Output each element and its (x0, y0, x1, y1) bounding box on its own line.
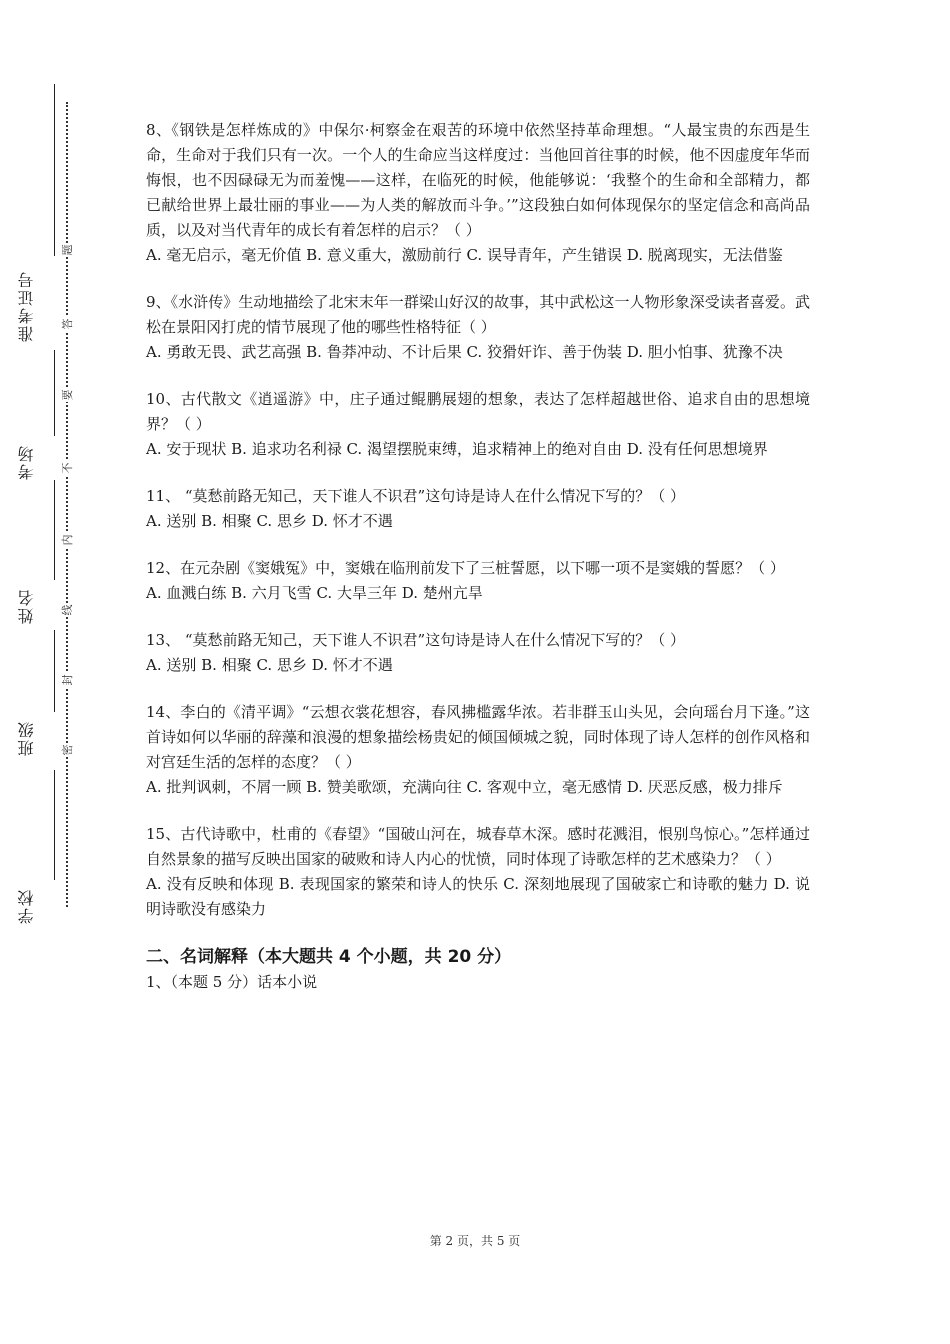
exam-room-label: 考场 (17, 444, 36, 480)
exam-room-line (54, 350, 55, 436)
question-15 (146, 822, 810, 922)
section-2-item-1: 1、（本题 5 分）话本小说 (146, 973, 318, 991)
section-2-title: 二、名词解释（本大题共 4 个小题，共 20 分） (146, 947, 512, 967)
school-line (54, 770, 55, 880)
class-label: 班级 (17, 720, 36, 756)
seal-char: 要 (61, 389, 74, 401)
seal-char: 封 (61, 674, 74, 686)
class-field (18, 630, 48, 770)
question-options: A. 没有反映和体现 B. 表现国家的繁荣和诗人的快乐 C. 深刻地展现了国破家亡和诗歌的魅力 D. 说明诗歌没有感染力 (146, 875, 810, 918)
question-12 (146, 556, 810, 606)
question-options: A. 血溅白练 B. 六月飞雪 C. 大旱三年 D. 楚州亢旱 (146, 584, 483, 602)
seal-char: 线 (61, 604, 74, 616)
school-label: 学校 (17, 888, 36, 924)
question-options: A. 毫无启示，毫无价值 B. 意义重大，激励前行 C. 误导青年，产生错误 D. 脱离现实，无法借鉴 (146, 246, 783, 264)
page-footer: 第 2 页，共 5 页 (429, 1234, 521, 1248)
question-text: 14、李白的《清平调》“云想衣裳花想容，春风拂槛露华浓。若非群玉山头见，会向瑶台月下逢。”这首诗如何以华丽的辞藻和浪漫的想象描绘杨贵妃的倾国倾城之貌，同时体现了诗人怎样的创作风格和对宫廷生活的怎样的态度？（ ） (146, 703, 810, 771)
question-9 (146, 290, 810, 365)
question-text: 13、 “莫愁前路无知己，天下谁人不识君”这句诗是诗人在什么情况下写的？（ ） (146, 631, 685, 649)
question-text: 9、《水浒传》生动地描绘了北宋末年一群梁山好汉的故事，其中武松这一人物形象深受读者喜爱。武松在景阳冈打虎的情节展现了他的哪些性格特征（ ） (146, 293, 810, 336)
question-options: A. 安于现状 B. 追求功名利禄 C. 渴望摆脱束缚，追求精神上的绝对自由 D. 没有任何思想境界 (146, 440, 768, 458)
name-label: 姓名 (17, 588, 36, 624)
seal-char: 题 (61, 244, 74, 256)
question-text: 8、《钢铁是怎样炼成的》中保尔·柯察金在艰苦的环境中依然坚持革命理想。“人最宝贵的东西是生命，生命对于我们只有一次。一个人的生命应当这样度过：当他回首往事的时候，他不因虚度年华而悔恨，也不因碌碌无为而羞愧——这样，在临死的时候，他能够说：‘我整个的生命和全部精力，都已献给世界上最壮丽的事业——为人类的解放而斗争。’”这段独白如何体现保尔的坚定信念和高尚品质，以及对当代青年的成长有着怎样的启示？（ ） (146, 121, 810, 239)
question-options: A. 送别 B. 相聚 C. 思乡 D. 怀才不遇 (146, 656, 393, 674)
question-10 (146, 387, 810, 462)
question-text: 12、在元杂剧《窦娥冤》中，窦娥在临刑前发下了三桩誓愿，以下哪一项不是窦娥的誓愿？（ ） (146, 559, 785, 577)
question-text: 10、古代散文《逍遥游》中，庄子通过鲲鹏展翅的想象，表达了怎样超越世俗、追求自由的思想境界？（ ） (146, 390, 810, 433)
name-line (54, 480, 55, 580)
question-14 (146, 700, 810, 800)
question-options: A. 送别 B. 相聚 C. 思乡 D. 怀才不遇 (146, 512, 393, 530)
question-text: 15、古代诗歌中，杜甫的《春望》“国破山河在，城春草木深。感时花溅泪，恨别鸟惊心。”怎样通过自然景象的描写反映出国家的破败和诗人内心的忧愤，同时体现了诗歌怎样的艺术感染力？（ ） (146, 825, 810, 868)
exam-number-line (54, 84, 55, 256)
seal-char: 密 (61, 744, 74, 756)
seal-line (66, 102, 74, 907)
question-options: A. 批判讽刺，不屑一顾 B. 赞美歌颂，充满向往 C. 客观中立，毫无感情 D. 厌恶反感，极力排斥 (146, 778, 783, 796)
question-8 (146, 118, 810, 268)
seal-char: 内 (61, 534, 74, 546)
seal-char: 答 (61, 318, 74, 330)
school-field (18, 770, 48, 930)
exam-number-field (18, 84, 48, 350)
question-text: 11、 “莫愁前路无知己，天下谁人不识君”这句诗是诗人在什么情况下写的？（ ） (146, 487, 685, 505)
question-11 (146, 484, 810, 534)
question-13 (146, 628, 810, 678)
exam-room-field (18, 350, 48, 480)
seal-char: 不 (61, 462, 74, 474)
name-field (18, 480, 48, 630)
binding-margin (0, 0, 110, 1344)
question-list (146, 118, 810, 995)
class-line (54, 630, 55, 712)
exam-number-label: 准考证号 (17, 270, 36, 342)
question-options: A. 勇敢无畏、武艺高强 B. 鲁莽冲动、不计后果 C. 狡猾奸诈、善于伪装 D. 胆小怕事、犹豫不决 (146, 343, 783, 361)
